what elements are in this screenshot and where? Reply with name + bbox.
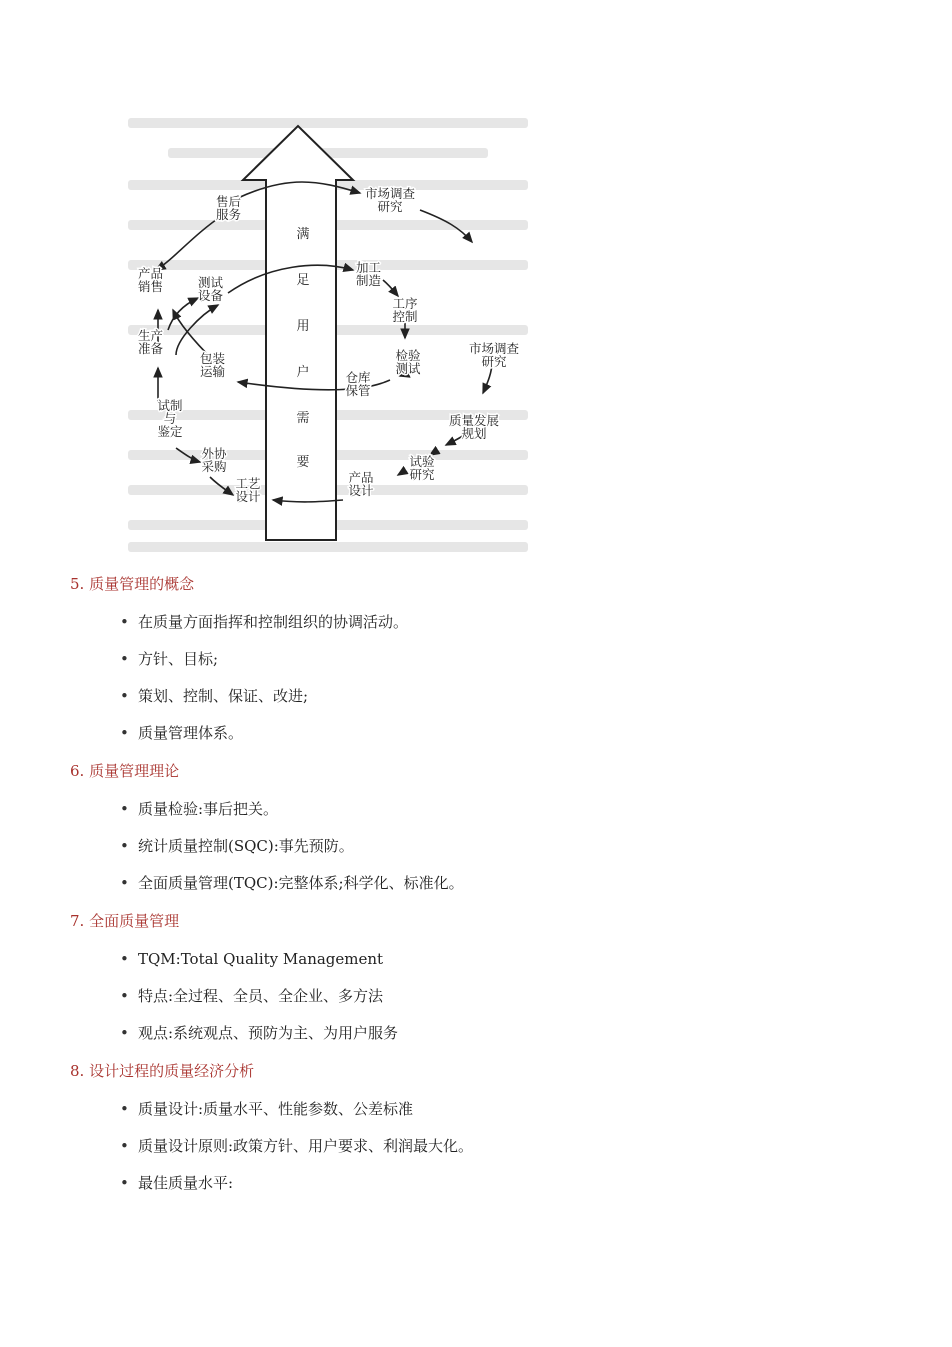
section-7	[70, 911, 890, 1043]
bullet-item	[120, 1099, 890, 1119]
section-8	[70, 1061, 890, 1193]
bullet-dot: •	[120, 687, 129, 705]
section-heading: 5. 质量管理的概念	[70, 575, 195, 593]
diagram-label-jiagong: 加工制造	[356, 260, 382, 288]
bullet-text: 在质量方面指挥和控制组织的协调活动。	[138, 613, 409, 631]
bullet-text: 质量设计:质量水平、性能参数、公差标准	[138, 1100, 414, 1118]
bullet-dot: •	[120, 837, 129, 855]
bullet-item	[120, 612, 890, 632]
bullet-text: TQM:Total Quality Management	[138, 950, 384, 968]
bullet-text: 策划、控制、保证、改进;	[138, 687, 309, 705]
quality-spiral-figure	[128, 110, 548, 568]
bullet-item	[120, 1173, 890, 1193]
bullet-dot: •	[120, 950, 129, 968]
bullet-dot: •	[120, 724, 129, 742]
diagram-label-gongxu: 工序控制	[392, 296, 418, 324]
arrow-char-2: 用	[296, 319, 310, 334]
diagram-label-chanpin_xiaoshou: 产品销售	[138, 266, 164, 294]
bullet-item	[120, 649, 890, 669]
arrow-char-5: 要	[296, 455, 310, 470]
bullet-dot: •	[120, 650, 129, 668]
bullet-item	[120, 836, 890, 856]
section-5	[70, 574, 890, 743]
diagram-label-waixie: 外协采购	[201, 446, 227, 474]
bullet-item	[120, 723, 890, 743]
bullet-dot: •	[120, 800, 129, 818]
bullet-dot: •	[120, 1137, 129, 1155]
bullet-dot: •	[120, 1100, 129, 1118]
section-heading: 7. 全面质量管理	[70, 912, 180, 930]
bullet-text: 全面质量管理(TQC):完整体系;科学化、标准化。	[138, 874, 464, 892]
bullet-text: 质量管理体系。	[138, 724, 244, 742]
bullet-item	[120, 799, 890, 819]
bullet-item	[120, 1023, 890, 1043]
diagram-label-gongyi: 工艺设计	[235, 476, 261, 504]
bullet-text: 质量检验:事后把关。	[138, 800, 279, 818]
diagram-label-cangku: 仓库保管	[345, 370, 371, 398]
diagram-label-shichang_right: 市场调查研究	[468, 341, 520, 369]
bullet-item	[120, 1136, 890, 1156]
arrow-char-0: 满	[296, 227, 310, 242]
bullet-text: 最佳质量水平:	[138, 1174, 234, 1192]
diagram-label-zhiliang_fazhan: 质量发展规划	[448, 413, 500, 441]
section-heading: 6. 质量管理理论	[70, 762, 180, 780]
section-6	[70, 761, 890, 893]
bullet-text: 特点:全过程、全员、全企业、多方法	[138, 987, 384, 1005]
diagram-label-ceshi: 测试设备	[198, 275, 224, 303]
diagram-label-baozhuang: 包装运输	[200, 351, 226, 379]
bullet-dot: •	[120, 1024, 129, 1042]
bullet-item	[120, 949, 890, 969]
diagram-label-shengchan: 生产准备	[138, 328, 164, 356]
bullet-dot: •	[120, 1174, 129, 1192]
arrow-char-3: 户	[296, 365, 310, 380]
bullet-item	[120, 986, 890, 1006]
bullet-text: 质量设计原则:政策方针、用户要求、利润最大化。	[138, 1137, 474, 1155]
bullet-text: 观点:系统观点、预防为主、为用户服务	[138, 1024, 399, 1042]
bullet-dot: •	[120, 874, 129, 892]
diagram-label-shiyan: 试验研究	[409, 454, 435, 482]
diagram-label-shichang_top: 市场调查研究	[364, 186, 416, 214]
bullet-dot: •	[120, 987, 129, 1005]
diagram-label-chanpin_sheji: 产品设计	[348, 470, 374, 498]
quality-spiral-diagram	[128, 110, 548, 568]
bullet-item	[120, 686, 890, 706]
arrow-char-1: 足	[296, 273, 310, 288]
diagram-label-shouhou: 售后服务	[216, 194, 242, 222]
bullet-text: 统计质量控制(SQC):事先预防。	[138, 837, 354, 855]
diagram-label-shizhi: 试制与鉴定	[157, 398, 183, 439]
arrow-char-4: 需	[296, 411, 310, 426]
diagram-label-jianyan: 检验测试	[395, 348, 421, 376]
section-heading: 8. 设计过程的质量经济分析	[70, 1062, 255, 1080]
bullet-item	[120, 873, 890, 893]
bullet-text: 方针、目标;	[138, 650, 219, 668]
bullet-dot: •	[120, 613, 129, 631]
